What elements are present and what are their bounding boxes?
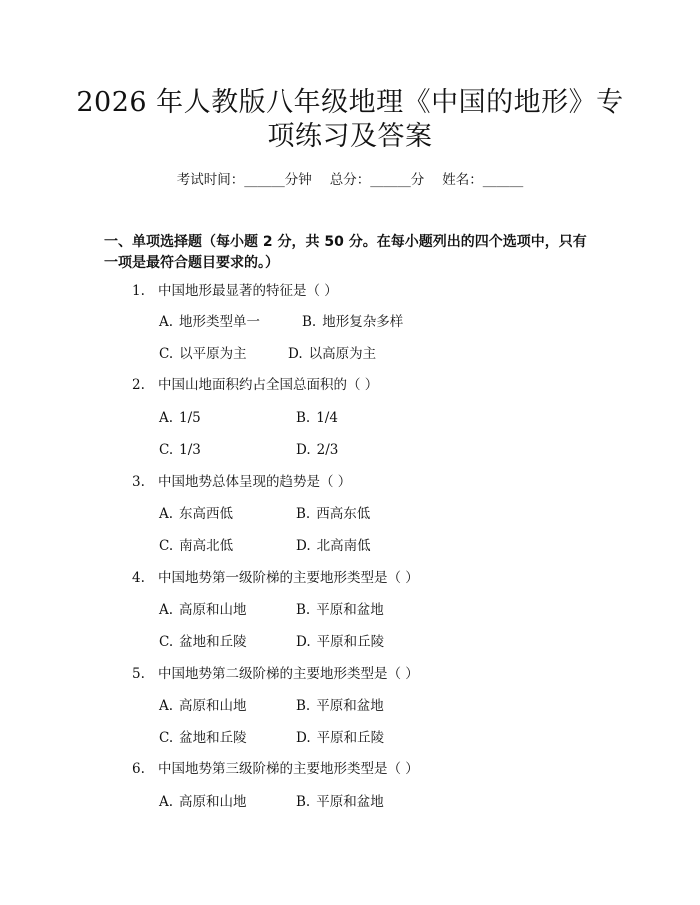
option-text: 高原和山地	[179, 602, 247, 618]
option-letter: B.	[296, 506, 311, 522]
option-text: 平原和盆地	[316, 698, 384, 714]
option-letter: C.	[159, 442, 174, 458]
option-5d	[296, 729, 384, 747]
option-1c	[159, 345, 247, 363]
option-letter: A.	[159, 794, 174, 810]
option-letter: B.	[296, 698, 311, 714]
option-2c	[159, 441, 201, 459]
option-text: 平原和盆地	[316, 794, 384, 810]
option-text: 北高南低	[316, 538, 371, 554]
option-letter: D.	[296, 634, 311, 650]
option-5a	[159, 697, 247, 715]
question-2	[132, 376, 378, 394]
option-text: 高原和山地	[179, 794, 247, 810]
option-letter: D.	[296, 538, 311, 554]
option-text: 平原和盆地	[316, 602, 384, 618]
option-text: 地形复杂多样	[322, 314, 404, 330]
total-score-field: 总分：______分	[329, 172, 425, 188]
option-6a	[159, 793, 247, 811]
option-letter: A.	[159, 506, 174, 522]
option-letter: B.	[302, 314, 317, 330]
option-letter: D.	[288, 346, 303, 362]
question-text: 中国山地面积约占全国总面积的（ ）	[158, 377, 379, 393]
option-letter: C.	[159, 538, 174, 554]
exam-time-field: 考试时间：______分钟	[176, 172, 312, 188]
document-title-line-2: 项练习及答案	[267, 121, 433, 152]
option-4a	[159, 601, 247, 619]
question-4	[132, 569, 419, 587]
option-1b	[302, 313, 403, 331]
option-5b	[296, 697, 384, 715]
question-text: 中国地势第三级阶梯的主要地形类型是（ ）	[158, 761, 419, 777]
option-text: 南高北低	[179, 538, 234, 554]
option-text: 1/4	[316, 410, 338, 426]
question-text: 中国地形最显著的特征是（ ）	[158, 283, 338, 299]
option-text: 盆地和丘陵	[179, 730, 247, 746]
option-letter: D.	[296, 730, 311, 746]
option-3b	[296, 505, 370, 523]
option-letter: D.	[296, 442, 311, 458]
option-letter: C.	[159, 730, 174, 746]
section-heading-single-choice: 一、单项选择题（每小题 2 分，共 50 分。在每小题列出的四个选项中，只有一项是最符合题目要求的。）	[104, 234, 587, 271]
option-text: 1/5	[179, 410, 201, 426]
option-text: 高原和山地	[179, 698, 247, 714]
option-text: 平原和丘陵	[316, 730, 385, 746]
option-text: 地形类型单一	[179, 314, 261, 330]
question-1	[132, 282, 338, 300]
option-3d	[296, 537, 371, 555]
question-6	[132, 760, 419, 778]
question-text: 中国地势总体呈现的趋势是（ ）	[158, 474, 352, 490]
option-1a	[159, 313, 260, 331]
option-text: 平原和丘陵	[316, 634, 385, 650]
option-1d	[288, 345, 376, 363]
option-3c	[159, 537, 233, 555]
option-text: 1/3	[179, 442, 201, 458]
question-3	[132, 473, 351, 491]
question-text: 中国地势第二级阶梯的主要地形类型是（ ）	[158, 666, 419, 682]
option-2b	[296, 409, 338, 427]
option-letter: A.	[159, 314, 174, 330]
question-number: 4.	[132, 570, 145, 586]
option-text: 2/3	[316, 442, 339, 458]
question-number: 3.	[132, 474, 145, 490]
option-text: 东高西低	[179, 506, 234, 522]
student-name-field: 姓名：______	[442, 172, 524, 188]
option-letter: A.	[159, 602, 174, 618]
option-2a	[159, 409, 201, 427]
option-letter: C.	[159, 634, 174, 650]
option-letter: A.	[159, 410, 174, 426]
question-number: 2.	[132, 377, 145, 393]
option-4d	[296, 633, 384, 651]
exam-meta	[0, 168, 700, 188]
option-5c	[159, 729, 247, 747]
question-number: 6.	[132, 761, 145, 777]
option-text: 以平原为主	[179, 346, 247, 362]
option-letter: B.	[296, 410, 311, 426]
option-6b	[296, 793, 384, 811]
question-number: 5.	[132, 666, 145, 682]
option-text: 以高原为主	[308, 346, 377, 362]
option-letter: B.	[296, 602, 311, 618]
option-text: 西高东低	[316, 506, 371, 522]
question-5	[132, 665, 419, 683]
option-letter: A.	[159, 698, 174, 714]
option-4b	[296, 601, 384, 619]
document-title-line-1: 2026 年人教版八年级地理《中国的地形》专	[76, 87, 624, 118]
option-letter: C.	[159, 346, 174, 362]
option-2d	[296, 441, 338, 459]
option-letter: B.	[296, 794, 311, 810]
question-number: 1.	[132, 283, 145, 299]
option-text: 盆地和丘陵	[179, 634, 247, 650]
option-3a	[159, 505, 233, 523]
option-4c	[159, 633, 247, 651]
question-text: 中国地势第一级阶梯的主要地形类型是（ ）	[158, 570, 419, 586]
